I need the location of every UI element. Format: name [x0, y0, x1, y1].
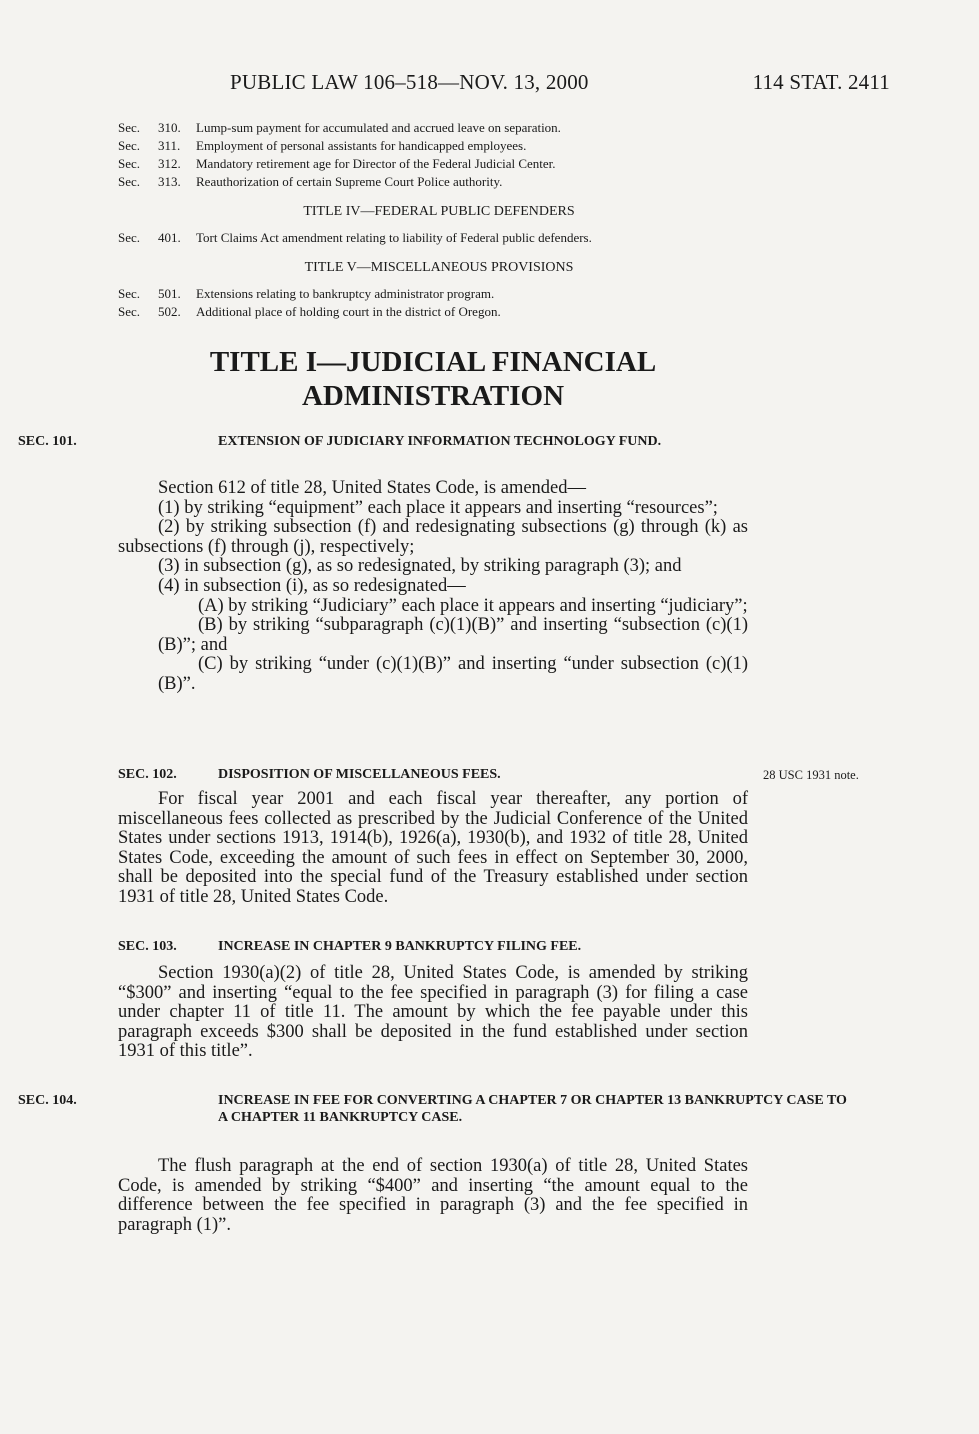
sec-101-para-4: (4) in subsection (i), as so redesignated—: [158, 575, 466, 596]
sec-101-para-a: (A) by striking “Judiciary” each place it appears and inserting “judiciary”;: [198, 595, 748, 616]
sec-104-label: SEC. 104.: [18, 1093, 77, 1108]
header-stat-page: 114 STAT. 2411: [752, 70, 890, 94]
sec-103-title: INCREASE IN CHAPTER 9 BANKRUPTCY FILING FEE.: [218, 939, 582, 954]
sec-102-body: [118, 790, 748, 908]
sec-101-intro: Section 612 of title 28, United States Code, is amended—: [158, 478, 587, 498]
sec-101-heading: [18, 433, 848, 450]
toc-item: [118, 229, 748, 247]
toc-sec-number: 310.: [158, 120, 181, 135]
title-i-line-2: ADMINISTRATION: [301, 380, 565, 412]
toc-sec-label: Sec.: [118, 230, 141, 245]
title-i-heading: [118, 345, 748, 413]
toc-sec-text: Lump-sum payment for accumulated and accrued leave on separation.: [196, 120, 561, 135]
toc-sec-label: Sec.: [118, 138, 141, 153]
toc-sec-number: 313.: [158, 174, 181, 189]
toc-sec-label: Sec.: [118, 120, 141, 135]
toc-item: [118, 285, 748, 303]
sec-103-body: [118, 964, 748, 1062]
sec-104-body: [118, 1157, 748, 1235]
sec-104-heading: [18, 1092, 848, 1126]
sec-104-text: The flush paragraph at the end of section 1930(a) of title 28, United States Code, is amended by striking “$400” and inserting “the amount equal to the difference between the fee specified in paragraph (3) and the fee specified in paragraph (1)”.: [118, 1156, 748, 1235]
toc-sec-label: Sec.: [118, 286, 141, 301]
toc-sec-number: 401.: [158, 230, 181, 245]
sec-102-heading: [118, 766, 748, 783]
sec-101-label: SEC. 101.: [18, 434, 77, 449]
sec-101-para-b: (B) by striking “subparagraph (c)(1)(B)” and inserting “subsection (c)(1)(B)”; and: [158, 615, 748, 655]
header-public-law: PUBLIC LAW 106–518—NOV. 13, 2000: [230, 70, 589, 94]
toc-item: [118, 137, 748, 155]
toc-title-v: TITLE V—MISCELLANEOUS PROVISIONS: [304, 260, 574, 275]
toc-title-iv: TITLE IV—FEDERAL PUBLIC DEFENDERS: [303, 204, 575, 219]
toc-item: [118, 155, 748, 173]
toc-sec-label: Sec.: [118, 174, 141, 189]
toc-sec-text: Mandatory retirement age for Director of the Federal Judicial Center.: [196, 156, 556, 171]
sec-102-label: SEC. 102.: [118, 767, 177, 782]
sec-103-heading: [118, 938, 748, 955]
toc-sec-text: Employment of personal assistants for handicapped employees.: [196, 138, 527, 153]
sec-103-text: Section 1930(a)(2) of title 28, United States Code, is amended by striking “$300” and inserting “equal to the fee specified in paragraph (3) for filing a case under chapter 11 of title 11. The amount by which the fee payable under this paragraph exceeds $300 shall be deposited in the fund established under section 1931 of this title”.: [118, 963, 748, 1062]
margin-note-28-usc: 28 USC 1931 note.: [763, 768, 859, 782]
sec-101-para-2: (2) by striking subsection (f) and redesignating subsections (g) through (k) as subsections (f) through (j), respectively;: [118, 517, 748, 557]
sec-101-body: [118, 479, 748, 695]
sec-102-title: DISPOSITION OF MISCELLANEOUS FEES.: [218, 767, 501, 782]
toc-sec-label: Sec.: [118, 156, 141, 171]
toc-sec-text: Additional place of holding court in the district of Oregon.: [196, 304, 501, 319]
sec-101-para-c: (C) by striking “under (c)(1)(B)” and inserting “under subsection (c)(1)(B)”.: [158, 654, 748, 694]
toc-item: [118, 173, 748, 191]
toc-sec-number: 502.: [158, 304, 181, 319]
sec-101-title: EXTENSION OF JUDICIARY INFORMATION TECHNOLOGY FUND.: [218, 434, 662, 449]
sec-101-para-1: (1) by striking “equipment” each place it appears and inserting “resources”;: [158, 497, 718, 518]
table-of-contents: [118, 119, 748, 321]
toc-sec-text: Tort Claims Act amendment relating to liability of Federal public defenders.: [196, 230, 592, 245]
toc-item: [118, 303, 748, 321]
sec-103-label: SEC. 103.: [118, 939, 177, 954]
toc-item: [118, 119, 748, 137]
sec-104-title: INCREASE IN FEE FOR CONVERTING A CHAPTER 7 OR CHAPTER 13 BANKRUPTCY CASE TO A CHAPTER 11 BANKRUPTCY CASE.: [218, 1093, 847, 1125]
toc-sec-number: 312.: [158, 156, 181, 171]
toc-sec-text: Extensions relating to bankruptcy administrator program.: [196, 286, 495, 301]
sec-102-text: For fiscal year 2001 and each fiscal year thereafter, any portion of miscellaneous fees collected as prescribed by the Judicial Conference of the United States under sections 1913, 1914(b), 1926(a), 1930(b), and 1932 of title 28, United States Code, exceeding the amount of such fees in effect on September 30, 2000, shall be deposited into the special fund of the Treasury established under section 1931 of title 28, United States Code.: [118, 789, 748, 907]
toc-sec-label: Sec.: [118, 304, 141, 319]
sec-101-para-3: (3) in subsection (g), as so redesignated, by striking paragraph (3); and: [158, 556, 682, 577]
toc-sec-number: 311.: [158, 138, 181, 153]
toc-sec-text: Reauthorization of certain Supreme Court Police authority.: [196, 174, 503, 189]
title-i-line-1: TITLE I—JUDICIAL FINANCIAL: [209, 346, 657, 378]
toc-sec-number: 501.: [158, 286, 181, 301]
